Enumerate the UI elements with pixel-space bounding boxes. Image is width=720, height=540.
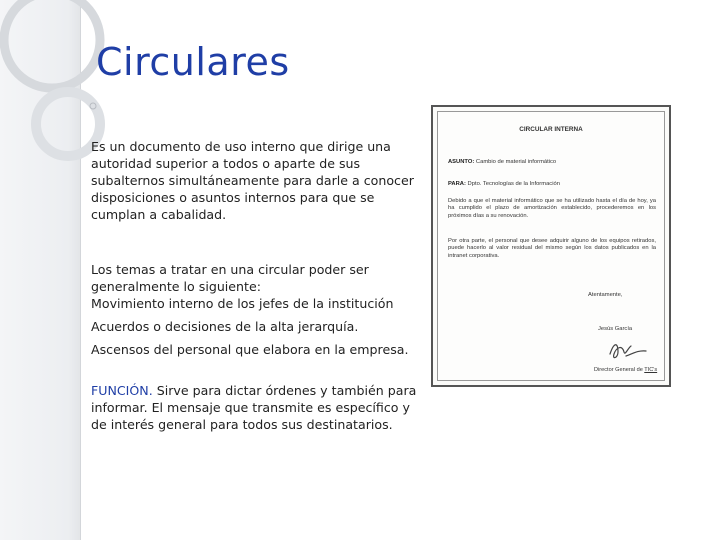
handwritten-signature [606, 338, 654, 362]
role-prefix: Director General de [594, 367, 645, 373]
letter-signer: Jesús García [598, 326, 633, 332]
topic-agreements: Acuerdos o decisiones de la alta jerarquía. [91, 319, 359, 334]
topic-promotions: Ascensos del personal que elabora en la empresa. [91, 342, 409, 357]
function-paragraph [91, 382, 427, 433]
function-label: FUNCIÓN. [91, 383, 153, 398]
subject-value: Cambio de material informático [474, 159, 557, 165]
topics-intro: Los temas a tratar en una circular poder ser generalmente lo siguiente: [91, 262, 369, 294]
ring-large [4, 0, 100, 88]
circular-letter-image [431, 105, 671, 387]
letter-body-2: Por otra parte, el personal que desee adquirir alguno de los equipos retirados, puede hacerlo al valor residual del mismo según los datos publicados en la intranet corporativa. [448, 238, 656, 259]
slide-title: Circulares [96, 40, 290, 84]
definition-paragraph: Es un documento de uso interno que dirige una autoridad superior a todos o aparte de sus subalternos simultáneamente para darle a conocer disposiciones o asuntos internos para que se cumplan a cabalidad. [91, 139, 414, 222]
letter-recipient [448, 181, 560, 188]
letter-signer-role [594, 367, 657, 374]
recipient-label: PARA: [448, 181, 466, 187]
letter-subject [448, 159, 556, 166]
letter-body-1: Debido a que el material informático que se ha utilizado hasta el día de hoy, ya ha cumplido el plazo de amortización establecido, procederemos en los próximos días a su renovación. [448, 198, 656, 219]
subject-label: ASUNTO: [448, 159, 475, 165]
letter-heading: CIRCULAR INTERNA [519, 126, 583, 133]
slide-body [91, 138, 427, 433]
topics-paragraph [91, 261, 427, 312]
role-org: TIC's [644, 367, 658, 373]
letter-closing: Atentamente, [588, 292, 623, 298]
topic-internal-movement: Movimiento interno de los jefes de la institución [91, 296, 394, 311]
letter-page [437, 111, 665, 381]
function-text: Sirve para dictar órdenes y también para informar. El mensaje que transmite es específico y de interés general para todos sus destinatarios. [91, 383, 417, 432]
recipient-value: Dpto. Tecnologías de la Información [465, 181, 560, 187]
